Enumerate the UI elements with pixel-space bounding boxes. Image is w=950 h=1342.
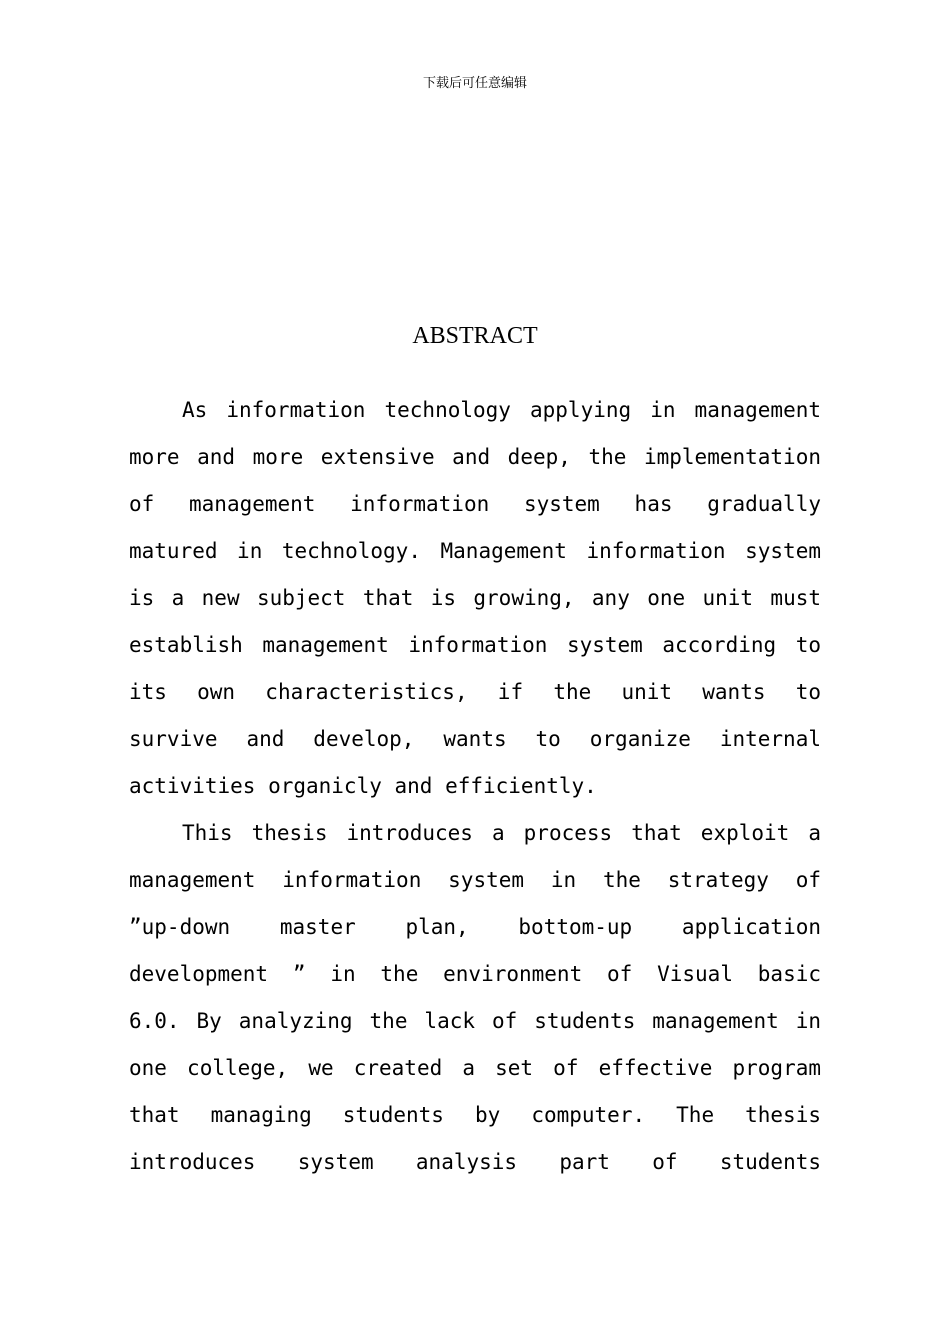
- text-line: This thesis introduces a process that exploit a: [182, 821, 821, 845]
- text-line: more and more extensive and deep, the implementation: [129, 445, 821, 469]
- page-header-note: 下载后可任意编辑: [422, 76, 527, 91]
- text-line: introduces system analysis part of students: [129, 1150, 821, 1174]
- text-line: activities organicly and efficiently.: [129, 774, 597, 798]
- text-line: is a new subject that is growing, any one unit must: [129, 586, 821, 610]
- text-line: 6.0. By analyzing the lack of students management in: [129, 1009, 821, 1033]
- abstract-body: [129, 387, 821, 1186]
- text-line: ”up-down master plan, bottom-up application: [129, 915, 821, 939]
- text-line: As information technology applying in management: [182, 398, 821, 422]
- document-title: ABSTRACT: [412, 323, 538, 349]
- text-line: development ” in the environment of Visual basic: [129, 962, 821, 986]
- text-line: of management information system has gradually: [129, 492, 821, 516]
- text-line: survive and develop, wants to organize internal: [129, 727, 821, 751]
- text-line: that managing students by computer. The thesis: [129, 1103, 821, 1127]
- paragraph-2: [129, 810, 821, 1186]
- text-line: establish management information system according to: [129, 633, 821, 657]
- text-line: matured in technology. Management information system: [129, 539, 821, 563]
- text-line: one college, we created a set of effective program: [129, 1056, 821, 1080]
- text-line: its own characteristics, if the unit wants to: [129, 680, 821, 704]
- text-line: management information system in the strategy of: [129, 868, 821, 892]
- paragraph-1: [129, 387, 821, 810]
